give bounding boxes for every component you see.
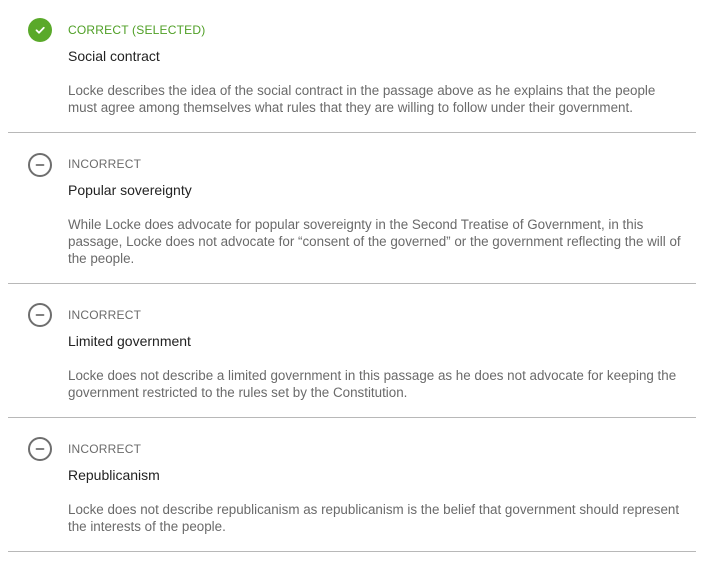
check-icon <box>28 18 52 42</box>
answer-option-social-contract <box>8 0 696 133</box>
answer-option-popular-sovereignty <box>8 133 696 284</box>
answer-text: Republicanism <box>68 467 160 483</box>
explanation-text: Locke describes the idea of the social contract in the passage above as he explains that the people must agree among themselves what rules that they are willing to follow under their government. <box>68 83 656 115</box>
explanation-text: Locke does not describe republicanism as republicanism is the belief that government should represent the interests of the people. <box>68 502 680 534</box>
explanation-text: While Locke does advocate for popular sovereignty in the Second Treatise of Government, in this passage, Locke does not advocate for “consent of the governed” or the government reflecting the will of the people. <box>68 217 681 266</box>
explanation-text: Locke does not describe a limited government in this passage as he does not advocate for keeping the government restricted to the rules set by the Constitution. <box>68 368 677 400</box>
status-label: INCORRECT <box>68 308 142 322</box>
answer-option-limited-government <box>8 284 696 418</box>
status-label: INCORRECT <box>68 442 142 456</box>
status-label: CORRECT (SELECTED) <box>68 23 206 37</box>
answer-text: Social contract <box>68 48 160 64</box>
divider <box>8 551 696 552</box>
status-label: INCORRECT <box>68 157 142 171</box>
answer-option-republicanism <box>8 418 696 552</box>
minus-icon <box>28 303 52 327</box>
minus-icon <box>28 153 52 177</box>
minus-icon <box>28 437 52 461</box>
answer-text: Popular sovereignty <box>68 182 192 198</box>
answer-text: Limited government <box>68 333 191 349</box>
